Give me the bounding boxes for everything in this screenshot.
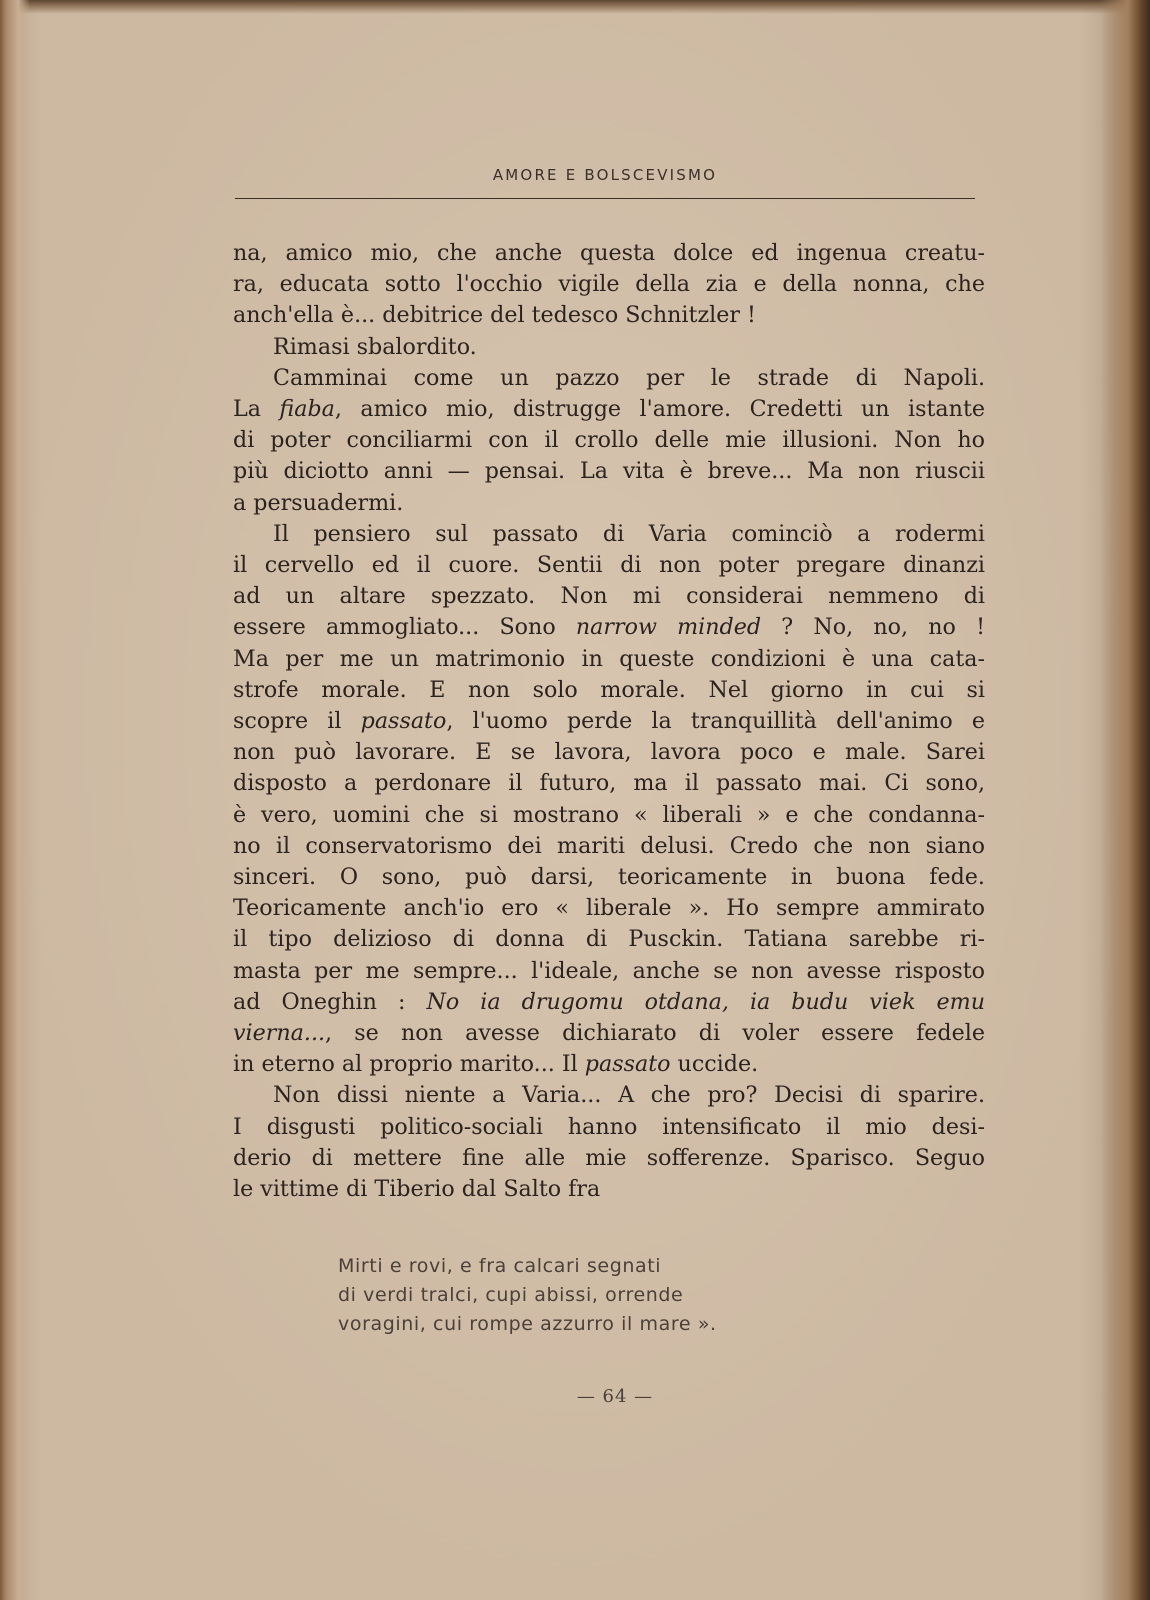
page-top-edge [0, 0, 1150, 14]
text-line: sinceri. O sono, può darsi, teoricamente in buona fede. [233, 864, 985, 891]
italic-run: No ia drugomu otdana, ia budu viek emu [426, 988, 985, 1015]
verse-quote [338, 1252, 717, 1339]
text-line: disposto a perdonare il futuro, ma il passato mai. Ci sono, [233, 770, 985, 797]
italic-run: passato [360, 708, 447, 735]
verse-line: di verdi tralci, cupi abissi, orrende [338, 1284, 684, 1306]
page-number: — 64 — [576, 1386, 654, 1407]
text-line: I disgusti politico-sociali hanno intensificato il mio desi- [233, 1113, 985, 1140]
text-run: , amico mio, distrugge l'amore. Credetti un istante [334, 396, 985, 423]
running-head: AMORE E BOLSCEVISMO [492, 166, 718, 184]
text-line [233, 394, 985, 425]
text-run: ad Oneghin : [233, 988, 427, 1015]
italic-run: passato [584, 1051, 671, 1078]
text-run: , se non avesse dichiarato di voler essere fedele [325, 1020, 985, 1047]
text-run: La [233, 396, 280, 423]
page-right-edge [1100, 0, 1150, 1600]
page-left-edge [0, 0, 30, 1600]
text-line: Rimasi sbalordito. [273, 333, 477, 360]
text-run: scopre il [233, 708, 361, 735]
text-line [233, 706, 985, 737]
text-line: no il conservatorismo dei mariti delusi. Credo che non siano [233, 832, 985, 859]
text-line: di poter conciliarmi con il crollo delle mie illusioni. Non ho [233, 427, 985, 454]
text-run: essere ammogliato... Sono [233, 614, 576, 641]
italic-run: vierna... [233, 1020, 326, 1047]
text-run: uccide. [670, 1051, 759, 1078]
text-run: in eterno al proprio marito... Il [233, 1051, 585, 1078]
text-line: il tipo delizioso di donna di Pusckin. Tatiana sarebbe ri- [233, 926, 985, 953]
text-line: Ma per me un matrimonio in queste condizioni è una cata- [233, 645, 985, 672]
text-line [233, 1049, 985, 1080]
italic-run: narrow minded [575, 614, 762, 641]
text-line: Il pensiero sul passato di Varia cominciò a rodermi [273, 520, 985, 547]
text-line: Teoricamente anch'io ero « liberale ». Ho sempre ammirato [233, 895, 985, 922]
text-run: ? No, no, no ! [761, 614, 985, 641]
text-line: le vittime di Tiberio dal Salto fra [233, 1176, 601, 1203]
text-line: strofe morale. E non solo morale. Nel giorno in cui si [233, 676, 985, 703]
text-line [233, 612, 985, 643]
text-line: ra, educata sotto l'occhio vigile della zia e della nonna, che [233, 271, 985, 298]
text-line: a persuadermi. [233, 489, 404, 516]
text-line: Non dissi niente a Varia... A che pro? Decisi di sparire. [273, 1082, 985, 1109]
header-rule [235, 198, 975, 199]
text-line [233, 1018, 985, 1049]
text-line: non può lavorare. E se lavora, lavora poco e male. Sarei [233, 739, 985, 766]
body-text [233, 238, 985, 1205]
text-line: derio di mettere fine alle mie sofferenze. Sparisco. Seguo [233, 1144, 985, 1171]
text-line: ad un altare spezzato. Non mi considerai nemmeno di [233, 583, 985, 610]
text-line: masta per me sempre... l'ideale, anche se non avesse risposto [233, 957, 985, 984]
text-line: na, amico mio, che anche questa dolce ed ingenua creatu- [233, 240, 985, 266]
text-line: più diciotto anni — pensai. La vita è breve... Ma non riuscii [233, 458, 985, 485]
verse-line: Mirti e rovi, e fra calcari segnati [338, 1255, 662, 1277]
text-line: è vero, uomini che si mostrano « liberali » e che condanna- [233, 801, 985, 828]
text-line: anch'ella è... debitrice del tedesco Schnitzler ! [233, 302, 756, 329]
text-line: il cervello ed il cuore. Sentii di non poter pregare dinanzi [233, 552, 985, 579]
verse-line: voragini, cui rompe azzurro il mare ». [338, 1313, 717, 1335]
text-line [233, 987, 985, 1018]
text-run: , l'uomo perde la tranquillità dell'animo e [446, 708, 985, 735]
text-line: Camminai come un pazzo per le strade di Napoli. [273, 364, 985, 391]
italic-run: fiaba [279, 396, 335, 423]
